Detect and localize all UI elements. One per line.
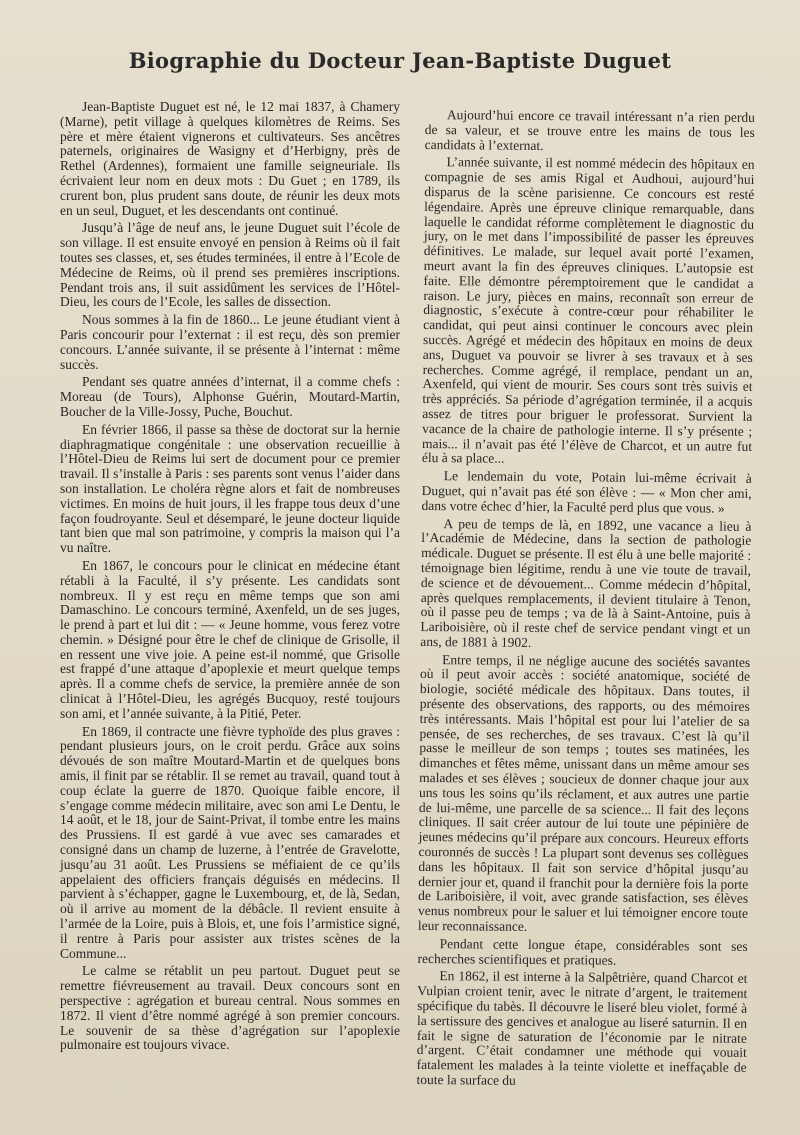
paragraph: Le lendemain du vote, Potain lui-même écrivait à Duguet, qui n’avait pas été son élève : — « Mon cher ami, dans votre échec d’hier, la Faculté perd plus que vous. » bbox=[421, 468, 752, 516]
paragraph: En 1867, le concours pour le clinicat en médecine étant rétabli à la Faculté, il s’y présente. Les candidats sont nombreux. Il y est reçu en même temps que son ami Damaschino. Le concours terminé, Axenfeld, un de ses juges, le prend à part et lui dit : — « Jeune homme, vous ferez votre chemin. » Désigné pour être le chef de clinique de Grisolle, il en ressent une vive joie. A peine est-il nommé, que Grisolle est frappé d’une attaque d’apoplexie et meurt quelque temps après. Il a comme chefs de service, la première année de son clinicat à l’Hôtel-Dieu, les agrégés Bucquoy, resté toujours son ami, et l’année suivante, à la Pitié, Peter. bbox=[60, 557, 400, 721]
paragraph: En 1869, il contracte une fièvre typhoïde des plus graves : pendant plusieurs jours, on le croit perdu. Grâce aux soins dévoués de son maître Moutard-Martin et de quelques bons amis, il finit par se rétablir. Il se remet au travail, quand tout à coup éclate la guerre de 1870. Quoique faible encore, il s’engage comme médecin militaire, avec son ami Le Dentu, le 14 août, et le 18, jour de Saint-Privat, il tombe entre les mains des Prussiens. Il est gardé à vue avec ses camarades et consigné dans un champ de luzerne, à l’entrée de Gravelotte, jusqu’au 31 août. Les Prussiens se méfiaient de ce qu’ils appelaient des officiers français déguisés en médecins. Il parvient à s’échapper, gagne le Luxembourg, et, de là, Sedan, où il arrive au moment de la débâcle. Il revient ensuite à l’armée de la Loire, puis à Blois, et, une fois l’armistice signé, il rentre à Paris pour assister aux tristes scènes de la Commune... bbox=[60, 723, 400, 961]
page-title: Biographie du Docteur Jean-Baptiste Duguet bbox=[128, 48, 672, 73]
paragraph: Nous sommes à la fin de 1860... Le jeune étudiant vient à Paris concourir pour l’externat : il est reçu, dès son premier concours. L’année suivante, il se présente à l’internat : même succès. bbox=[60, 312, 400, 372]
paragraph: Jusqu’à l’âge de neuf ans, le jeune Duguet suit l’école de son village. Il est ensuite envoyé en pension à Reims où il fait toutes ses classes, et, ses études terminées, il entre à l’Ecole de Médecine de Reims, où il prend ses premières inscriptions. Pendant trois ans, il suit assidûment les services de l’Hôtel-Dieu, les cours de l’Ecole, les salles de dissection. bbox=[60, 220, 400, 310]
paragraph: Jean-Baptiste Duguet est né, le 12 mai 1837, à Chamery (Marne), petit village à quelques kilomètres de Reims. Ses père et mère étaient vignerons et cultivateurs. Ses ancêtres paternels, originaires de Wasigny et d’Herbigny, près de Rethel (Ardennes), formaient une famille seigneuriale. Ils écrivaient leur nom en deux mots : Du Guet ; en 1789, ils crurent bon, plus prudent sans doute, de réunir les deux mots en un seul, Duguet, et les descendants ont continué. bbox=[60, 99, 400, 218]
right-column bbox=[416, 108, 755, 1094]
paragraph: Aujourd’hui encore ce travail intéressant n’a rien perdu de sa valeur, et se trouve entre les mains de tous les candidats à l’externat. bbox=[424, 107, 755, 153]
paragraph: Pendant ses quatre années d’internat, il a comme chefs : Moreau (de Tours), Alphonse Guérin, Moutard-Martin, Boucher de la Ville-Jossy, Puche, Bouchut. bbox=[60, 374, 400, 419]
paragraph: En 1862, il est interne à la Salpêtrière, quand Charcot et Vulpian croient tenir, avec le nitrate d’argent, le traitement spécifique du tabès. Il découvre le liseré bleu violet, formé à la sertissure des gencives et analogue au liseré saturnin. Il en fait le signe de saturation de l’économie par le nitrate d’argent. C’était condamner une méthode qui vouait fatalement les malades à la teinte violette et ineffaçable de toute la surface du bbox=[416, 968, 748, 1088]
paragraph: En février 1866, il passe sa thèse de doctorat sur la hernie diaphragmatique congénitale : une observation recueillie à l’Hôtel-Dieu de Reims lui sert de document pour ce premier travail. Il s’installe à Paris : ses parents sont venus l’aider dans son installation. Le choléra règne alors et fait de nombreuses victimes. En moins de huit jours, il les frappe tous deux d’une façon foudroyante. Seul et désemparé, le jeune docteur liquide tant bien que mal son patrimoine, y compris la maison qui l’a vu naître. bbox=[60, 421, 400, 556]
paragraph: Entre temps, il ne néglige aucune des sociétés savantes où il peut avoir accès : société anatomique, société de biologie, société médicale des hôpitaux. Dans toutes, il présente des observations, des rapports, ou des mémoires très intéressants. Mais l’hôpital est pour lui l’atelier de sa pensée, de ses recherches, de ses travaux. C’est là qu’il passe le meilleur de son temps ; toutes ses matinées, les dimanches et fêtes même, unissant dans un même amour ses malades et ses élèves ; soucieux de donner chaque jour aux uns tous les soins qu’ils réclament, et aux autres une partie de lui-même, une parcelle de sa science... Il fait des leçons cliniques. Il sait créer autour de lui toute une pépinière de jeunes médecins qu’il prépare aux concours. Heureux efforts couronnés de succès ! La plupart sont devenus ses collègues dans les hôpitaux. Il fait son service d’hôpital jusqu’au dernier jour et, quand il franchit pour la dernière fois la porte de Lariboisière, il voit, avec grande satisfaction, ses élèves venus nombreux pour le saluer et lui témoigner encore toute leur reconnaissance. bbox=[417, 651, 751, 934]
paragraph: Le calme se rétablit un peu partout. Duguet peut se remettre fiévreusement au travail. Deux concours sont en perspective : agrégation et bureau central. Nous sommes en 1872. Il vient d’être nommé agrégé à son premier concours. Le souvenir de sa thèse d’agrégation sur l’apoplexie pulmonaire est toujours vivace. bbox=[60, 963, 400, 1053]
paragraph: A peu de temps de là, en 1892, une vacance a lieu à l’Académie de Médecine, dans la section de pathologie médicale. Duguet se présente. Il est élu à une belle majorité : témoignage bien légitime, rendu à une vie toute de travail, de science et de dévouement... Comme médecin d’hôpital, après quelques remplacements, il devient titulaire à Tenon, où il passe peu de temps ; va de là à Saint-Antoine, puis à Lariboisière, où il reste chef de service pendant vingt et un ans, de 1881 à 1902. bbox=[420, 515, 752, 650]
left-column bbox=[60, 100, 400, 1056]
paragraph: L’année suivante, il est nommé médecin des hôpitaux en compagnie de ses amis Rigal et Audhoui, aujourd’hui disparus de la scène parisienne. Ce concours est resté légendaire. Après une épreuve clinique remarquable, dans laquelle le candidat réforme complètement le diagnostic du jury, on le met dans l’impossibilité de passer les épreuves définitives. Le malade, sur lequel avait porté l’examen, meurt avant la fin des épreuves cliniques. L’autopsie est faite. Elle démontre péremptoirement que le candidat a raison. Le jury, pièces en mains, reconnaît son erreur de diagnostic, s’exécute à contre-cœur pour réhabiliter le candidat, qui peut ainsi continuer le concours avec plein succès. Agrégé et médecin des hôpitaux en moins de deux ans, Duguet va pouvoir se livrer à ses travaux et à ses recherches. Comme agrégé, il remplace, pendant un an, Axenfeld, qui vient de mourir. Ses cours sont très suivis et très appréciés. Sa période d’agrégation terminée, il a acquis assez de titres pour briguer le professorat. Survient la vacance de la chaire de pathologie interne. Il s’y présente ; mais... il n’avait pas été l’élève de Charcot, et un autre fut élu à sa place... bbox=[421, 154, 755, 467]
paragraph: Pendant cette longue étape, considérables sont ses recherches scientifiques et pratiques. bbox=[417, 935, 748, 968]
